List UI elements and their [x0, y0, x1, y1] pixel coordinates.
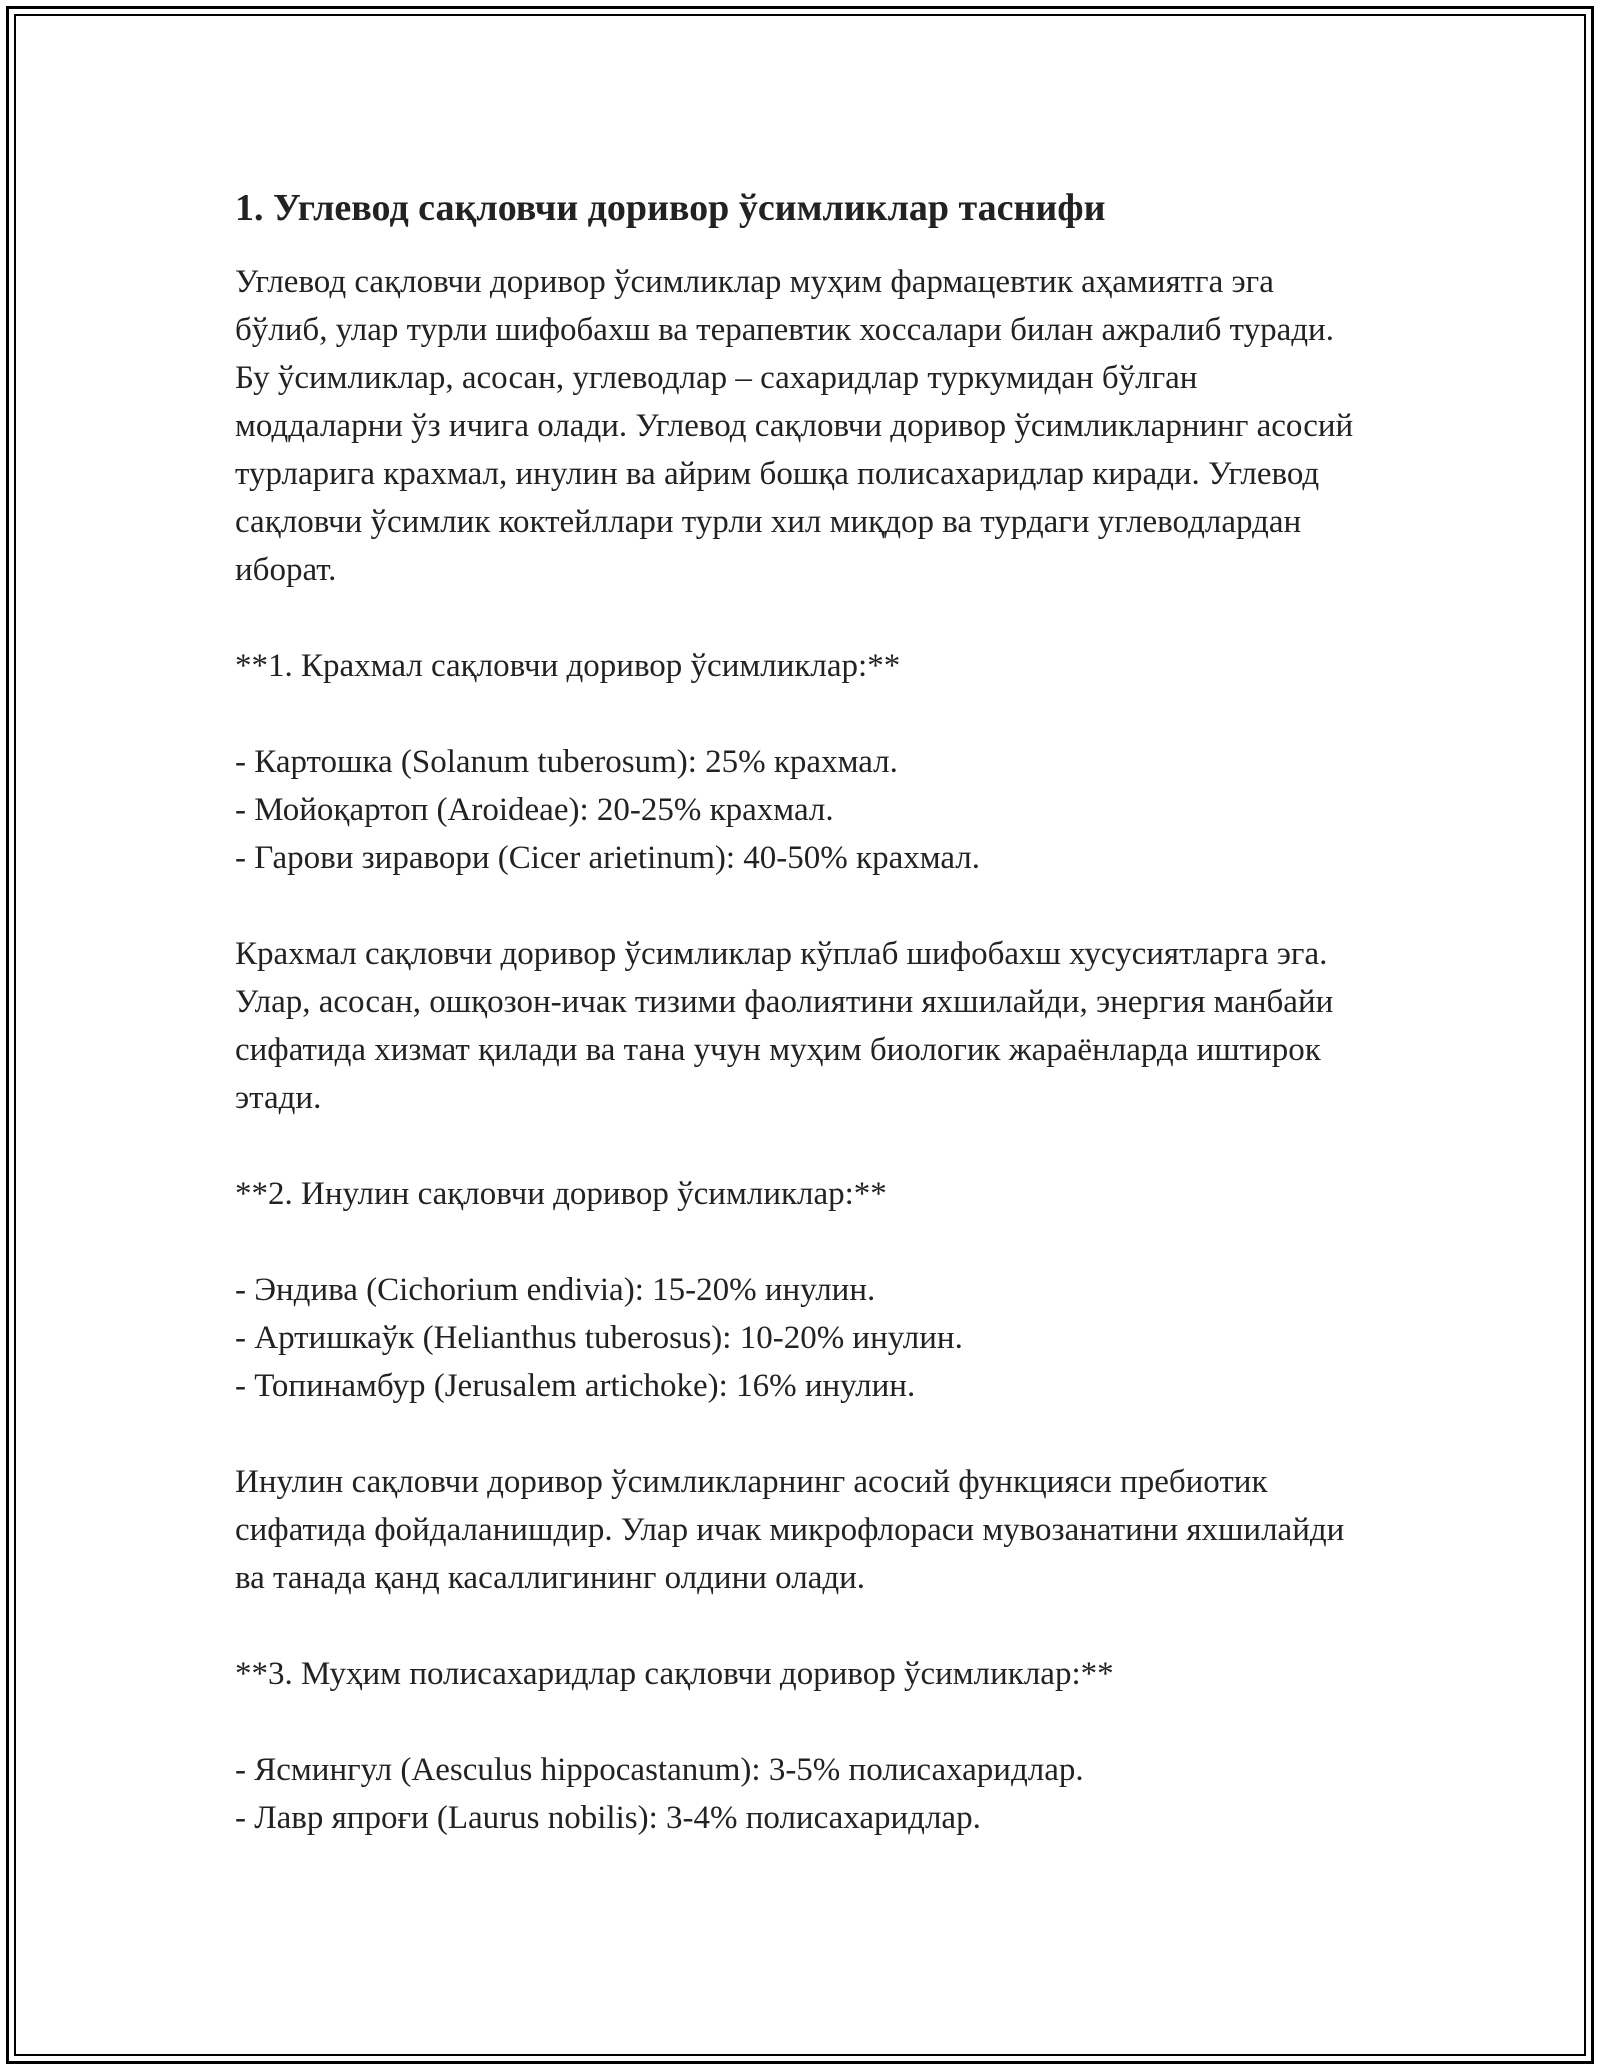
spacer — [235, 1602, 1365, 1650]
section-1-heading: **1. Крахмал сақловчи доривор ўсимликлар:** — [235, 648, 901, 685]
spacer — [235, 1122, 1365, 1170]
spacer — [235, 1218, 1365, 1266]
document-body — [235, 183, 1365, 1842]
list-item: - Эндива (Cichorium endivia): 15-20% инулин. — [235, 1272, 876, 1309]
spacer — [235, 690, 1365, 738]
list-item: - Топинамбур (Jerusalem artichoke): 16% инулин. — [235, 1368, 916, 1405]
list-item: - Гарови зиравори (Cicer arietinum): 40-50% крахмал. — [235, 840, 981, 877]
section-3-heading: **3. Муҳим полисахаридлар сақловчи доривор ўсимликлар:** — [235, 1656, 1114, 1693]
spacer — [235, 1698, 1365, 1746]
list-item: - Лавр япроғи (Laurus nobilis): 3-4% полисахаридлар. — [235, 1800, 981, 1837]
spacer — [235, 594, 1365, 642]
section-2-paragraph: Инулин сақловчи доривор ўсимликларнинг асосий функцияси пребиотик сифатида фойдаланишдир. Улар ичак микрофлораси мувозанатини яхшилайди ва танада қанд касаллигининг олдини олади. — [235, 1464, 1345, 1597]
spacer — [235, 1410, 1365, 1458]
spacer — [235, 882, 1365, 930]
section-2-heading: **2. Инулин сақловчи доривор ўсимликлар:** — [235, 1176, 887, 1213]
list-item: - Мойоқартоп (Aroideae): 20-25% крахмал. — [235, 792, 834, 829]
list-item: - Картошка (Solanum tuberosum): 25% крахмал. — [235, 744, 898, 781]
section-1-paragraph: Крахмал сақловчи доривор ўсимликлар кўплаб шифобахш хусусиятларга эга. Улар, асосан, ошқозон-ичак тизими фаолиятини яхшилайди, энергия манбайи сифатида хизмат қилади ва тана учун муҳим биологик жараёнларда иштирок этади. — [235, 936, 1334, 1117]
document-title: 1. Углевод сақловчи доривор ўсимликлар таснифи — [235, 187, 1106, 229]
list-item: - Артишкаўк (Helianthus tuberosus): 10-20% инулин. — [235, 1320, 963, 1357]
list-item: - Ясмингул (Aesculus hippocastanum): 3-5% полисахаридлар. — [235, 1752, 1084, 1789]
intro-paragraph: Углевод сақловчи доривор ўсимликлар муҳим фармацевтик аҳамиятга эга бўлиб, улар турли шифобахш ва терапевтик хоссалари билан ажралиб туради. Бу ўсимликлар, асосан, углеводлар – сахаридлар туркумидан бўлган моддаларни ўз ичига олади. Углевод сақловчи доривор ўсимликларнинг асосий турларига крахмал, инулин ва айрим бошқа полисахаридлар киради. Углевод сақловчи ўсимлик коктейллари турли хил миқдор ва турдаги углеводлардан иборат. — [235, 264, 1354, 589]
